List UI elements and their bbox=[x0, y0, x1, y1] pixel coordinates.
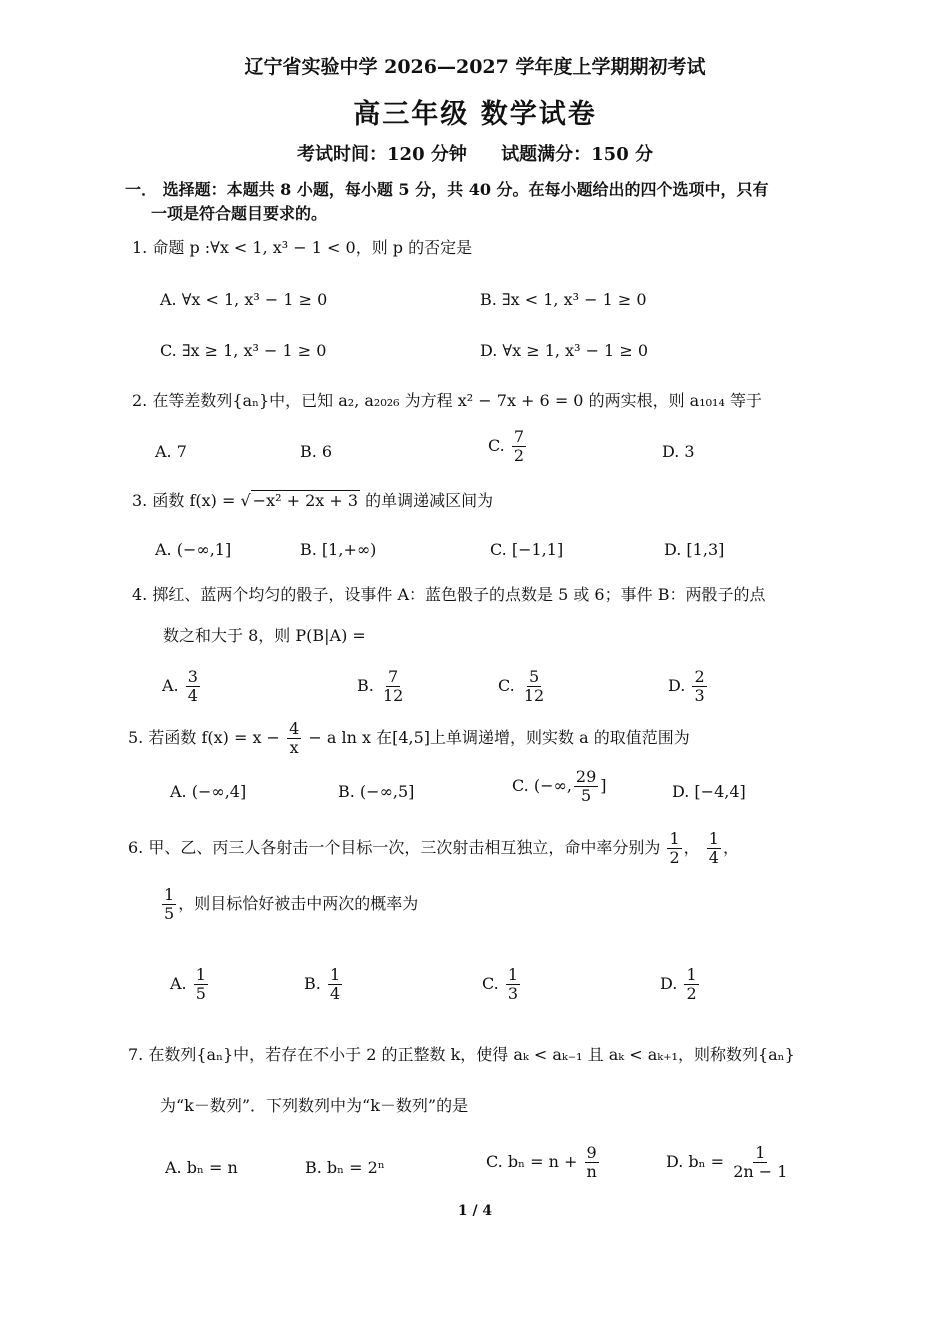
fraction-numerator: 3 bbox=[187, 667, 198, 686]
fraction-denominator: 4 bbox=[329, 984, 341, 1003]
question-1-option-d: D. ∀x ≥ 1, x³ − 1 ≥ 0 bbox=[480, 341, 648, 360]
question-5-option-c-pre: C. (−∞, bbox=[512, 776, 572, 795]
question-6-line-2 bbox=[160, 886, 418, 923]
question-6-option-b bbox=[304, 966, 344, 1003]
option-label: D. bbox=[660, 974, 678, 993]
exam-score: 试题满分：150 分 bbox=[501, 144, 653, 165]
question-3-option-c: C. [−1,1] bbox=[490, 540, 564, 559]
fraction-denominator: 4 bbox=[187, 686, 198, 705]
exam-title: 高三年级 数学试卷 bbox=[353, 99, 597, 130]
fraction-numerator: 1 bbox=[686, 965, 697, 984]
section-line-1: 一． 选择题：本题共 8 小题，每小题 5 分，共 40 分。在每小题给出的四个选项中，只有 bbox=[125, 180, 769, 199]
question-4-option-d bbox=[668, 668, 709, 705]
fraction-numerator: 1 bbox=[755, 1143, 766, 1162]
fraction-denominator: 2n − 1 bbox=[733, 1162, 788, 1181]
option-label: D. bbox=[668, 676, 686, 695]
fraction-denominator: 5 bbox=[195, 984, 206, 1003]
rate-fraction-1 bbox=[667, 830, 681, 867]
question-4-option-c bbox=[498, 668, 548, 705]
fraction-denominator: 12 bbox=[523, 686, 545, 705]
question-7-option-c bbox=[486, 1144, 601, 1181]
fraction-numerator: 2 bbox=[694, 667, 705, 686]
question-6-line-1 bbox=[128, 830, 739, 867]
exam-time: 考试时间：120 分钟 bbox=[297, 144, 467, 165]
rate-fraction-3 bbox=[162, 886, 176, 923]
fraction-denominator: 5 bbox=[164, 904, 175, 923]
question-2-option-a: A. 7 bbox=[155, 442, 187, 461]
option-label: C. bbox=[482, 974, 499, 993]
question-3-stem-post: 的单调递减区间为 bbox=[360, 491, 494, 510]
fraction-numerator: 1 bbox=[195, 965, 206, 984]
fraction-denominator: 12 bbox=[382, 686, 404, 705]
question-6-text-2: ，则目标恰好被击中两次的概率为 bbox=[178, 894, 419, 913]
question-6-text: 6. 甲、乙、丙三人各射击一个目标一次，三次射击相互独立，命中率分别为 bbox=[128, 838, 661, 857]
question-3-stem-pre: 3. 函数 f(x) = bbox=[132, 491, 241, 510]
fraction-denominator: 2 bbox=[669, 848, 680, 867]
question-7-option-d bbox=[666, 1144, 791, 1181]
fraction-denominator: 3 bbox=[507, 984, 519, 1003]
question-7-option-b: B. bₙ = 2ⁿ bbox=[305, 1158, 385, 1177]
question-5-fraction bbox=[287, 720, 301, 757]
question-1-option-c: C. ∃x ≥ 1, x³ − 1 ≥ 0 bbox=[160, 341, 327, 360]
fraction-denominator: 2 bbox=[686, 984, 697, 1003]
option-fraction bbox=[328, 966, 342, 1003]
option-label: B. bbox=[304, 974, 321, 993]
fraction-numerator: 29 bbox=[575, 767, 597, 786]
rate-fraction-2 bbox=[707, 830, 721, 867]
question-5-option-d: D. [−4,4] bbox=[672, 782, 746, 801]
fraction-numerator: 4 bbox=[289, 719, 300, 738]
fraction-denominator: 5 bbox=[580, 786, 592, 805]
question-3-option-b: B. [1,+∞) bbox=[300, 540, 377, 559]
fraction-denominator: n bbox=[586, 1162, 597, 1181]
question-2-option-b: B. 6 bbox=[300, 442, 333, 461]
question-5-option-c bbox=[512, 768, 607, 805]
question-5-option-b: B. (−∞,5] bbox=[338, 782, 415, 801]
option-fraction bbox=[194, 966, 208, 1003]
exam-info bbox=[0, 140, 950, 166]
option-fraction bbox=[684, 966, 698, 1003]
question-4-option-b bbox=[357, 668, 407, 705]
question-1-stem: 1. 命题 p :∀x < 1, x³ − 1 < 0，则 p 的否定是 bbox=[132, 238, 473, 257]
question-3-option-d: D. [1,3] bbox=[664, 540, 725, 559]
question-6-option-a bbox=[170, 966, 210, 1003]
option-fraction bbox=[731, 1144, 789, 1181]
question-5-stem-pre: 5. 若函数 f(x) = x − bbox=[128, 728, 280, 747]
page-number: 1 / 4 bbox=[457, 1203, 493, 1219]
question-5-option-a: A. (−∞,4] bbox=[170, 782, 247, 801]
fraction-numerator: 5 bbox=[528, 667, 540, 686]
question-7-line-1: 7. 在数列{aₙ}中，若存在不小于 2 的正整数 k，使得 aₖ < aₖ₋₁ 且 aₖ < aₖ₊₁，则称数列{aₙ} bbox=[128, 1045, 795, 1064]
question-3-radicand: −x² + 2x + 3 bbox=[252, 491, 359, 510]
question-7-line-2: 为“k－数列”．下列数列中为“k－数列”的是 bbox=[160, 1096, 469, 1115]
question-2-option-c-fraction bbox=[512, 428, 526, 465]
option-label: B. bbox=[357, 676, 374, 695]
option-label: A. bbox=[170, 974, 187, 993]
question-2-option-c bbox=[488, 428, 528, 465]
fraction-denominator: 4 bbox=[708, 848, 719, 867]
question-2-stem: 2. 在等差数列{aₙ}中，已知 a₂, a₂₀₂₆ 为方程 x² − 7x + 6 = 0 的两实根，则 a₁₀₁₄ 等于 bbox=[132, 391, 762, 410]
option-fraction bbox=[584, 1144, 598, 1181]
fraction-numerator: 7 bbox=[388, 667, 399, 686]
fraction-numerator: 1 bbox=[507, 965, 519, 984]
question-7-option-a: A. bₙ = n bbox=[165, 1158, 238, 1177]
fraction-denominator: 3 bbox=[694, 686, 705, 705]
question-3-option-a: A. (−∞,1] bbox=[155, 540, 232, 559]
fraction-denominator: 2 bbox=[513, 446, 525, 465]
school-header: 辽宁省实验中学 2026—2027 学年度上学期期初考试 bbox=[244, 56, 706, 78]
option-fraction bbox=[186, 668, 200, 705]
fraction-numerator: 1 bbox=[329, 965, 341, 984]
question-1-option-a: A. ∀x < 1, x³ − 1 ≥ 0 bbox=[160, 290, 328, 309]
fraction-denominator: x bbox=[289, 738, 299, 757]
question-2-option-c-label: C. bbox=[488, 436, 505, 455]
fraction-numerator: 1 bbox=[708, 829, 719, 848]
question-5-option-c-post: ] bbox=[600, 776, 607, 795]
separator: ， bbox=[722, 838, 739, 857]
question-6-option-c bbox=[482, 966, 522, 1003]
fraction-numerator: 1 bbox=[164, 885, 175, 904]
question-3-stem bbox=[132, 489, 493, 513]
question-2-option-d: D. 3 bbox=[662, 442, 695, 461]
section-line-2: 一项是符合题目要求的。 bbox=[151, 204, 328, 223]
question-4-option-a bbox=[162, 668, 202, 705]
option-fraction bbox=[574, 768, 598, 805]
option-fraction bbox=[506, 966, 520, 1003]
separator: ， bbox=[683, 838, 700, 857]
question-4-line-2: 数之和大于 8，则 P(B|A) = bbox=[163, 626, 366, 645]
fraction-numerator: 7 bbox=[513, 427, 525, 446]
question-6-option-d bbox=[660, 966, 701, 1003]
option-fraction bbox=[692, 668, 706, 705]
fraction-numerator: 9 bbox=[586, 1143, 597, 1162]
question-4-line-1: 4. 掷红、蓝两个均匀的骰子，设事件 A：蓝色骰子的点数是 5 或 6；事件 B：两骰子的点 bbox=[132, 585, 766, 604]
question-5-stem-post: − a ln x 在[4,5]上单调递增，则实数 a 的取值范围为 bbox=[308, 728, 690, 747]
section-instructions bbox=[125, 178, 825, 226]
option-label: A. bbox=[162, 676, 179, 695]
option-fraction bbox=[522, 668, 546, 705]
question-7-option-c-pre: C. bₙ = n + bbox=[486, 1152, 578, 1171]
question-5-stem bbox=[128, 720, 690, 757]
option-label: C. bbox=[498, 676, 515, 695]
fraction-numerator: 1 bbox=[669, 829, 680, 848]
option-fraction bbox=[381, 668, 405, 705]
sqrt-icon: √ bbox=[240, 491, 251, 510]
question-7-option-d-pre: D. bₙ = bbox=[666, 1152, 725, 1171]
question-1-option-b: B. ∃x < 1, x³ − 1 ≥ 0 bbox=[480, 290, 647, 309]
